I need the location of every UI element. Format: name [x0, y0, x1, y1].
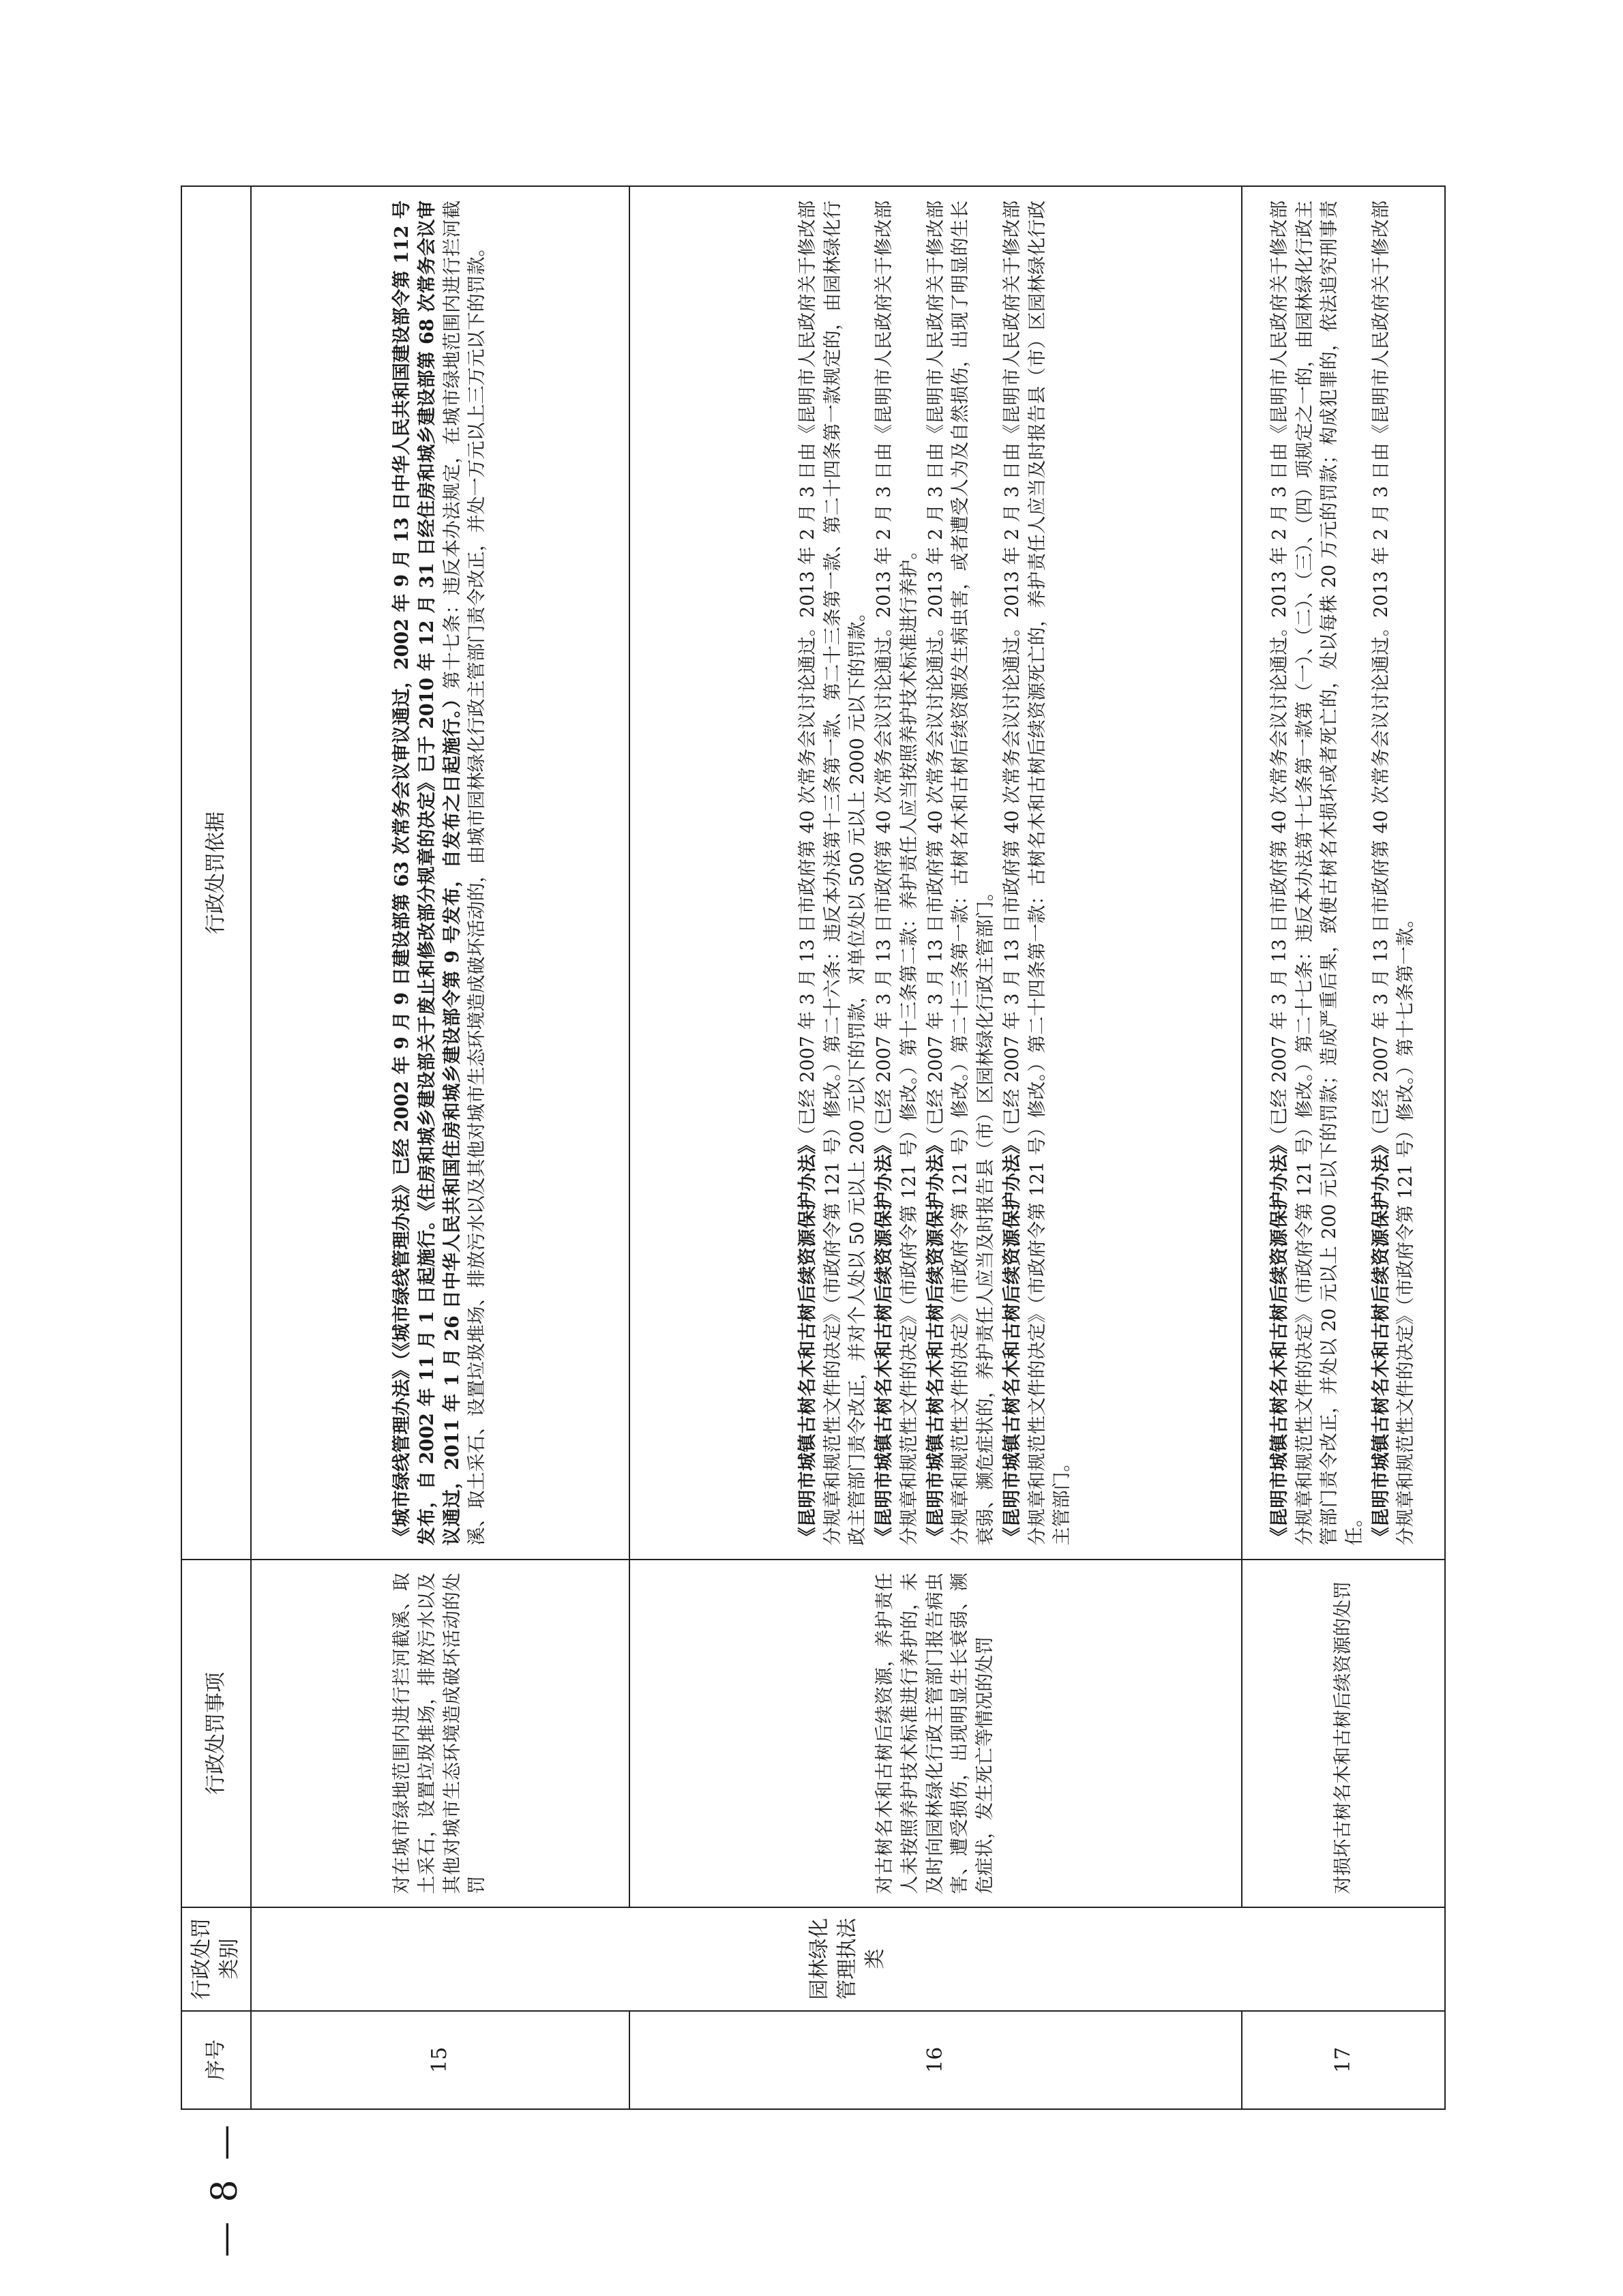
header-row: [181, 186, 251, 2109]
row-seq: 17: [1242, 2011, 1445, 2109]
row-basis: [1242, 186, 1445, 1560]
basis-paragraph: [872, 200, 922, 1545]
table-row: [1242, 186, 1445, 2109]
basis-title: 《昆明市城镇古树名木和古树后续资源保护办法》: [874, 1135, 895, 1546]
basis-paragraph: [796, 200, 871, 1545]
row-category: 园林绿化管理执法类: [251, 1907, 1445, 2011]
basis-text: （已经 2007 年 3 月 13 日市政府第 40 次常务会议讨论通过。2013 年 2 月 3 日由《昆明市人民政府关于修改部分规章和规范性文件的决定》（市政府令第 121 号）修改。）第二十七条：违反本办法第十七条第一款第（一）、（二）、（三）、（四）项规定之一的，由园林绿化行政主管部门责令改正，并处以 20 元以上 200 元以下的罚款；造成严重后果，致使古树名木损坏或者死亡的，处以每株 20 万元的罚款；构成犯罪的，依法追究刑事责任。: [1268, 200, 1365, 1546]
basis-title: 《昆明市城镇古树名木和古树后续资源保护办法》: [1370, 1135, 1392, 1546]
row-basis: [251, 186, 629, 1560]
header-seq: 序号: [181, 2011, 251, 2109]
rotated-table-container: [181, 185, 1446, 2110]
basis-title: 《昆明市城镇古树名木和古树后续资源保护办法》: [797, 1135, 819, 1546]
basis-paragraph: [924, 200, 999, 1545]
row-item: 对古树名木和古树后续资源，养护责任人未按照养护技术标准进行养护的，未及时向园林绿化行政主管部门报告病虫害、遭受损伤，出现明显生长衰弱、濒危症状，发生死亡等情况的处罚: [629, 1560, 1242, 1907]
basis-text: （已经 2007 年 3 月 13 日市政府第 40 次常务会议讨论通过。2013 年 2 月 3 日由《昆明市人民政府关于修改部分规章和规范性文件的决定》（市政府令第 121 号）修改。）第十三条第二款：养护责任人应当按照养护技术标准进行养护。: [874, 200, 920, 1546]
basis-title: 《昆明市城镇古树名木和古树后续资源保护办法》: [1001, 1135, 1023, 1546]
basis-text: （已经 2007 年 3 月 13 日市政府第 40 次常务会议讨论通过。2013 年 2 月 3 日由《昆明市人民政府关于修改部分规章和规范性文件的决定》（市政府令第 121 号）修改。）第二十四条第一款：古树名木和古树后续资源死亡的，养护责任人应当及时报告县（市）区园林绿化行政主管部门。: [1001, 200, 1073, 1546]
row-basis: [629, 186, 1242, 1560]
basis-title: 《昆明市城镇古树名木和古树后续资源保护办法》: [1268, 1135, 1290, 1546]
penalty-table: [181, 185, 1446, 2110]
row-item: 对损坏古树名木和古树后续资源的处罚: [1242, 1560, 1445, 1907]
basis-text: 第十七条：违反本办法规定，在城市绿地范围内进行拦河截溪、取土采石、设置垃圾堆场、排放污水以及其他对城市生态环境造成破坏活动的，由城市园林绿化行政主管部门责令改正，并处一万元以上三万元以下的罚款。: [441, 200, 488, 1546]
basis-title: 《城市绿线管理办法》（《城市绿线管理办法》已经 2002 年 9 月 9 日建设部第 63 次常务会议审议通过，2002 年 9 月 13 日中华人民共和国建设部令第 112 号发布，自 2002 年 11 月 1 日起施行。《住房和城乡建设部关于废止和修改部分规章的决定》已于 2010 年 12 月 31 日经住房和城乡建设部第 68 次常务会议审议通过，2011 年 1 月 26 日中华人民共和国住房和城乡建设部令第 9 号发布，自发布之日起施行。）: [391, 200, 463, 1546]
basis-text: （已经 2007 年 3 月 13 日市政府第 40 次常务会议讨论通过。2013 年 2 月 3 日由《昆明市人民政府关于修改部分规章和规范性文件的决定》（市政府令第 121 号）修改。）第十七条第一款。: [1370, 200, 1417, 1546]
row-seq: 15: [251, 2011, 629, 2109]
basis-paragraph: [1000, 200, 1075, 1545]
basis-paragraph: [1268, 200, 1368, 1545]
table-row: [251, 186, 629, 2109]
header-category: 行政处罚类别: [181, 1907, 251, 2011]
page-number: — 8 —: [205, 2120, 245, 2257]
basis-text: （已经 2007 年 3 月 13 日市政府第 40 次常务会议讨论通过。2013 年 2 月 3 日由《昆明市人民政府关于修改部分规章和规范性文件的决定》（市政府令第 121 号）修改。）第二十三条第一款：古树名木和古树后续资源发生病虫害，或者遭受人为及自然损伤，出现了明显的生长衰弱、濒危症状的，养护责任人应当及时报告县（市）区园林绿化行政主管部门。: [925, 200, 997, 1546]
basis-paragraph: [390, 200, 490, 1545]
basis-title: 《昆明市城镇古树名木和古树后续资源保护办法》: [925, 1135, 947, 1546]
row-seq: 16: [629, 2011, 1242, 2109]
basis-paragraph: [1369, 200, 1419, 1545]
header-item: 行政处罚事项: [181, 1560, 251, 1907]
row-item: 对在城市绿地范围内进行拦河截溪、取土采石，设置垃圾堆场，排放污水以及其他对城市生态环境造成破坏活动的处罚: [251, 1560, 629, 1907]
header-basis: 行政处罚依据: [181, 186, 251, 1560]
table-row: [629, 186, 1242, 2109]
basis-text: （已经 2007 年 3 月 13 日市政府第 40 次常务会议讨论通过。2013 年 2 月 3 日由《昆明市人民政府关于修改部分规章和规范性文件的决定》（市政府令第 121 号）修改。）第二十六条：违反本办法第十三条第一款、第二十三条第一款、第二十四条第一款规定的，由园林绿化行政主管部门责令改正，并对个人处以 50 元以上 200 元以下的罚款，对单位处以 500 元以上 2000 元以下的罚款。: [797, 200, 869, 1546]
